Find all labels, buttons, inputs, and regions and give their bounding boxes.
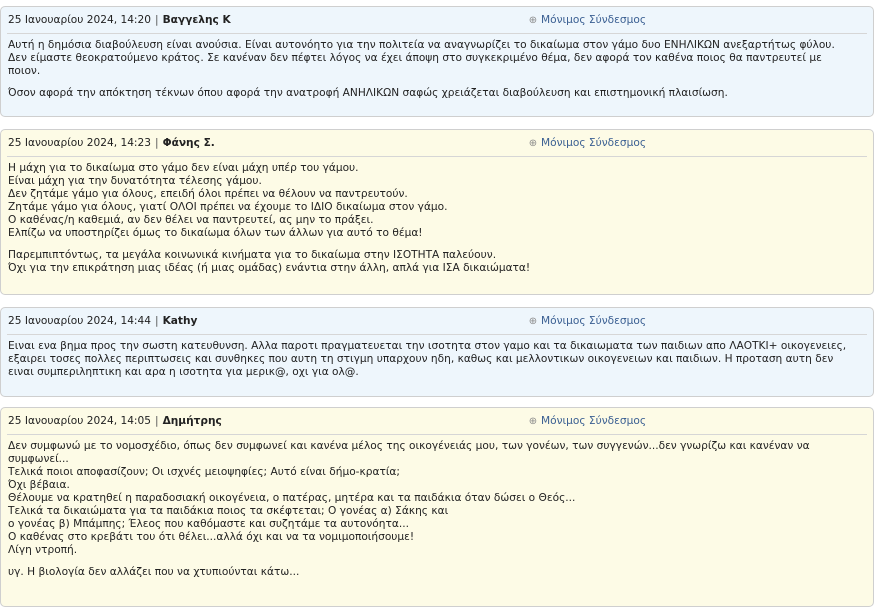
comment-line: Δεν συμφωνώ με το νομοσχέδιο, όπως δεν συμφωνεί και κανένα μέλος της οικογένειάς μου, των γονέων, των συγγενών...δεν γνωρίζω και κανέναν να [8,440,810,452]
comment-line: ποιον. [8,65,41,77]
comment-line: Είναι μάχη για την δυνατότητα τέλεσης γάμου. [8,175,262,187]
comment-body [1,34,873,100]
comment-paragraph [8,87,866,100]
comment-date: 25 Ιανουαρίου 2024, 14:20 [8,14,151,26]
comment-author: Βαγγελης Κ [162,14,231,26]
comment-paragraph [8,39,866,78]
comment-header [1,408,873,434]
comment-line: Αυτή η δημόσια διαβούλευση είναι ανούσια. Είναι αυτονόητο για την πολιτεία να αναγνωρίζει το δικαίωμα στον γάμο δυο ΕΝΗΛΙΚΩΝ ανεξαρτήτως φύλου. [8,39,835,51]
permalink-label: Μόνιμος Σύνδεσμος [541,137,647,149]
permalink-label: Μόνιμος Σύνδεσμος [541,415,647,427]
comment-card [0,6,874,117]
comment-paragraph [8,566,866,579]
comment-line: Ειναι ενα βημα προς την σωστη κατευθυνση. Αλλα παροτι πραγματευεται την ισοτητα στον γαμο και τα δικαιωματα των παιδιων απο ΛΑΟΤΚΙ+ οικογενειες, [8,340,847,352]
comment-line: Ελπίζω να υποστηρίζει όμως το δικαίωμα όλων των άλλων για αυτό το θέμα! [8,227,423,239]
permalink-link[interactable] [528,7,646,34]
comment-paragraph [8,340,866,379]
comment-line: ο γονέας β) Μπάμπης; Έλεος που καθόμαστε και συζητάμε τα αυτονόητα... [8,518,409,530]
comment-header [1,7,873,33]
header-separator: | [154,14,159,26]
header-separator: | [154,415,159,427]
comment-line: Τελικά ποιοι αποφασίζουν; Οι ισχνές μειοψηφίες; Αυτό είναι δήμο-κρατία; [8,466,400,478]
link-icon: ⊕ [528,416,538,427]
comment-line: Ο καθένας στο κρεβάτι του ότι θέλει...αλλά όχι και να τα νομιμοποιήσουμε! [8,531,415,543]
comment-date: 25 Ιανουαρίου 2024, 14:44 [8,315,151,327]
comment-line: Όχι βέβαια. [8,479,70,491]
permalink-label: Μόνιμος Σύνδεσμος [541,315,647,327]
comment-body [1,335,873,379]
header-separator: | [154,137,159,149]
link-icon: ⊕ [528,15,538,26]
comment-line: Δεν ζητάμε γάμο για όλους, επειδή όλοι πρέπει να θέλουν να παντρευτούν. [8,188,408,200]
comment-line: Λίγη ντροπή. [8,544,78,556]
permalink-link[interactable] [528,130,646,157]
comment-line: συμφωνεί... [8,453,69,465]
comment-card [0,129,874,295]
comment-line: Ο καθένας/η καθεμιά, αν δεν θέλει να παντρευτεί, ας μην το πράξει. [8,214,374,226]
comment-line: εξαιρει τοσες πολλες περιπτωσεις και συνθηκες που αυτη τη στιγμη υπαρχουν ηδη, καθως και μελλοντικων οικογενειων και παιδιων. Η προταση αυτη δεν [8,353,834,365]
comment-paragraph [8,249,866,275]
comment-line: Ζητάμε γάμο για όλους, γιατί ΟΛΟΙ πρέπει να έχουμε το ΙΔΙΟ δικαίωμα στον γάμο. [8,201,448,213]
permalink-label: Μόνιμος Σύνδεσμος [541,14,647,26]
comment-line: Η μάχη για το δικαίωμα στο γάμο δεν είναι μάχη υπέρ του γάμου. [8,162,359,174]
comment-line: Όχι για την επικράτηση μιας ιδέας (ή μιας ομάδας) ενάντια στην άλλη, απλά για ΙΣΑ δικαιώματα! [8,262,531,274]
comment-author: Φάνης Σ. [162,137,215,149]
comment-date: 25 Ιανουαρίου 2024, 14:05 [8,415,151,427]
comment-header [1,130,873,156]
comment-body [1,157,873,275]
comment-date: 25 Ιανουαρίου 2024, 14:23 [8,137,151,149]
comment-line: Παρεμπιπτόντως, τα μεγάλα κοινωνικά κινήματα για το δικαίωμα στην ΙΣΟΤΗΤΑ παλεύουν. [8,249,497,261]
comment-line: υγ. Η βιολογία δεν αλλάζει που να χτυπιούνται κάτω... [8,566,300,578]
comment-author: Δημήτρης [162,415,222,427]
comment-line: ειναι συμπεριληπτικη και αρα η ισοτητα για μερικ@, οχι για ολ@. [8,366,359,378]
permalink-link[interactable] [528,408,646,435]
comment-header [1,308,873,334]
comment-paragraph [8,440,866,557]
comment-body [1,435,873,579]
comment-line: Θέλουμε να κρατηθεί η παραδοσιακή οικογένεια, ο πατέρας, μητέρα και τα παιδάκια όταν δώσει ο Θεός... [8,492,576,504]
comment-line: Δεν είμαστε θεοκρατούμενο κράτος. Σε κανέναν δεν πέφτει λόγος να έχει άποψη στο συγκεκριμένο θέμα, δεν αφορά τον καθένα ποιος θα παντρευτεί με [8,52,822,64]
comment-card [0,407,874,607]
header-separator: | [154,315,159,327]
comment-card [0,307,874,397]
comment-author: Kathy [162,315,198,327]
comment-paragraph [8,162,866,240]
comment-line: Τελικά τα δικαιώματα για τα παιδάκια ποιος τα σκέφτεται; Ο γονέας α) Σάκης και [8,505,449,517]
comment-line: Όσον αφορά την απόκτηση τέκνων όπου αφορά την ανατροφή ΑΝΗΛΙΚΩΝ σαφώς χρειάζεται διαβούλευση και επιστημονική πλαισίωση. [8,87,728,99]
link-icon: ⊕ [528,316,538,327]
link-icon: ⊕ [528,138,538,149]
permalink-link[interactable] [528,308,646,335]
